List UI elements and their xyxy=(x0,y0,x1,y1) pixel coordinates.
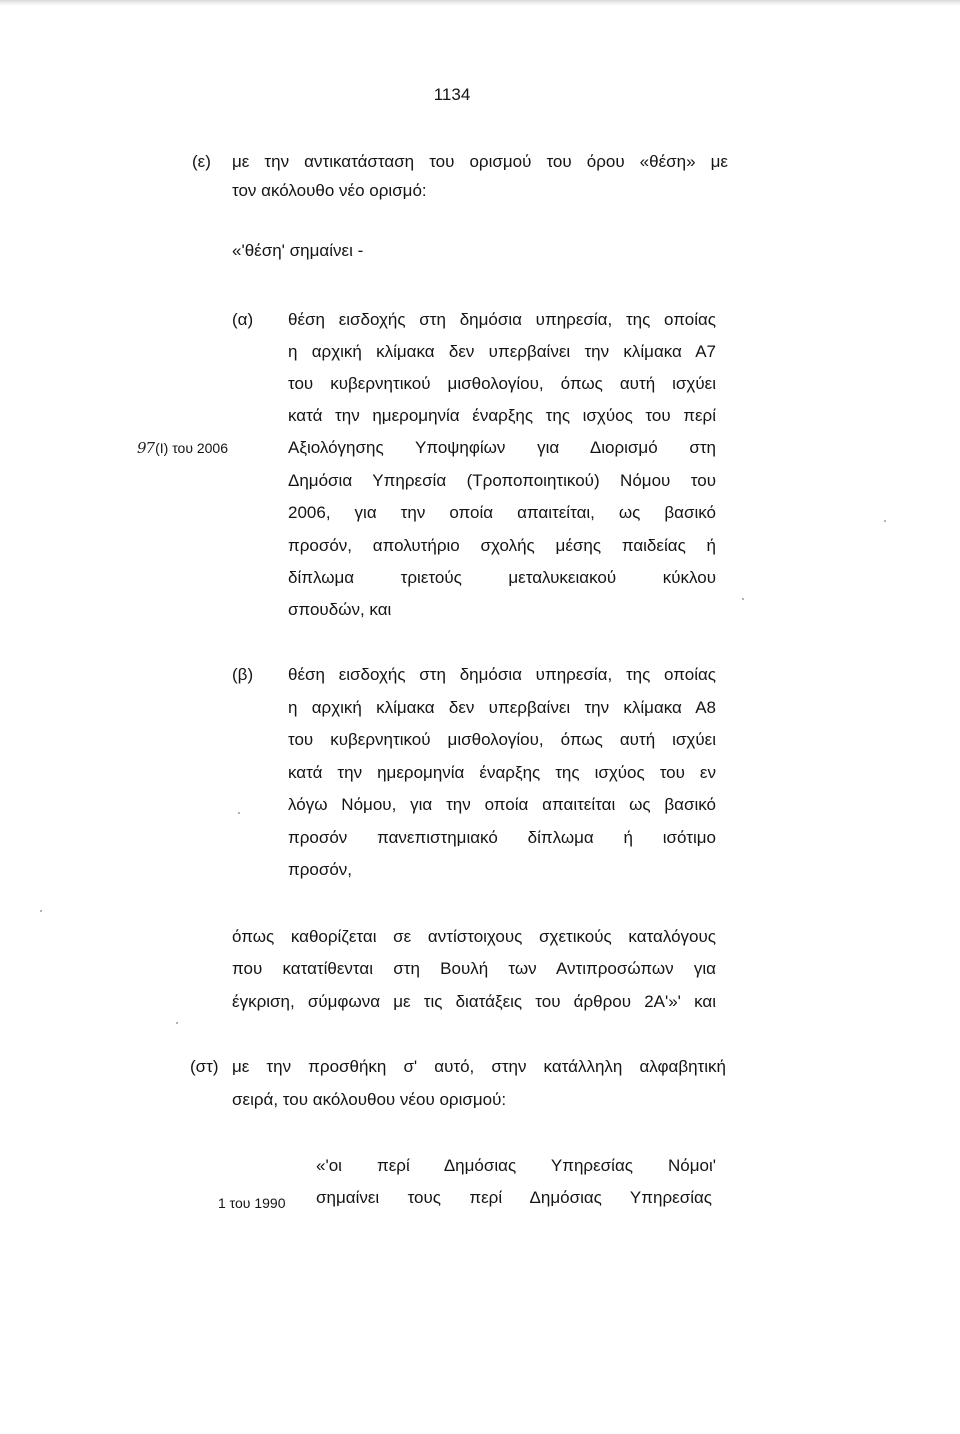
item-st-label: (στ) xyxy=(190,1057,219,1076)
margin-note-text: (Ι) του 2006 xyxy=(155,440,229,456)
handwritten-law-number: 97 xyxy=(137,439,155,457)
item-a-line: θέση εισδοχής στη δημόσια υπηρεσία, της οποίας xyxy=(288,310,716,329)
new-definition-line: «'οι περί Δημόσιας Υπηρεσίας Νόμοι' xyxy=(316,1156,716,1175)
closing-line: όπως καθορίζεται σε αντίστοιχους σχετικούς καταλόγους xyxy=(232,927,716,946)
item-a-line: σπουδών, και xyxy=(288,600,392,619)
item-e-label: (ε) xyxy=(192,152,211,171)
closing-line: έγκριση, σύμφωνα με τις διατάξεις του άρθρου 2Α'»' και xyxy=(232,992,716,1011)
scan-speck xyxy=(742,598,744,600)
item-st-line: σειρά, του ακόλουθου νέου ορισμού: xyxy=(232,1090,507,1109)
item-b-line: του κυβερνητικού μισθολογίου, όπως αυτή ισχύει xyxy=(288,730,716,749)
margin-note-law-reference xyxy=(137,439,228,457)
item-b-line: η αρχική κλίμακα δεν υπερβαίνει την κλίμακα Α8 xyxy=(288,698,716,717)
page-number: 1134 xyxy=(433,85,471,104)
margin-note-law-reference: 1 του 1990 xyxy=(218,1195,286,1211)
item-e-line: τον ακόλουθο νέο ορισμό: xyxy=(232,181,427,200)
scan-speck xyxy=(238,812,240,814)
item-b-line: λόγω Νόμου, για την οποία απαιτείται ως βασικό xyxy=(288,795,716,814)
item-a-line: Δημόσια Υπηρεσία (Τροποποιητικού) Νόμου του xyxy=(288,471,716,490)
item-e-line: με την αντικατάσταση του ορισμού του όρου «θέση» με xyxy=(232,152,728,171)
scan-edge-band xyxy=(0,0,960,6)
item-b-line: θέση εισδοχής στη δημόσια υπηρεσία, της οποίας xyxy=(288,665,716,684)
item-st-line: με την προσθήκη σ' αυτό, στην κατάλληλη αλφαβητική xyxy=(232,1057,726,1076)
item-a-line: 2006, για την οποία απαιτείται, ως βασικό xyxy=(288,503,716,522)
item-b-line: κατά την ημερομηνία έναρξης της ισχύος του εν xyxy=(288,763,716,782)
item-a-line: του κυβερνητικού μισθολογίου, όπως αυτή ισχύει xyxy=(288,374,716,393)
item-b-label: (β) xyxy=(232,665,254,684)
scan-speck xyxy=(884,520,886,522)
item-b-line: προσόν πανεπιστημιακό δίπλωμα ή ισότιμο xyxy=(288,828,716,847)
item-b-line: προσόν, xyxy=(288,860,353,879)
definition-intro: «'θέση' σημαίνει - xyxy=(232,241,364,260)
item-a-line: δίπλωμα τριετούς μεταλυκειακού κύκλου xyxy=(288,568,716,587)
new-definition-line: σημαίνει τους περί Δημόσιας Υπηρεσίας xyxy=(316,1188,712,1207)
item-a-label: (α) xyxy=(232,310,254,329)
scan-speck xyxy=(176,1022,178,1024)
item-a-line: κατά την ημερομηνία έναρξης της ισχύος του περί xyxy=(288,406,716,425)
item-a-line: η αρχική κλίμακα δεν υπερβαίνει την κλίμακα Α7 xyxy=(288,342,716,361)
item-a-line: προσόν, απολυτήριο σχολής μέσης παιδείας ή xyxy=(288,536,716,555)
item-a-line: Αξιολόγησης Υποψηφίων για Διορισμό στη xyxy=(288,438,716,457)
scan-speck xyxy=(40,910,42,912)
closing-line: που κατατίθενται στη Βουλή των Αντιπροσώπων για xyxy=(232,959,716,978)
